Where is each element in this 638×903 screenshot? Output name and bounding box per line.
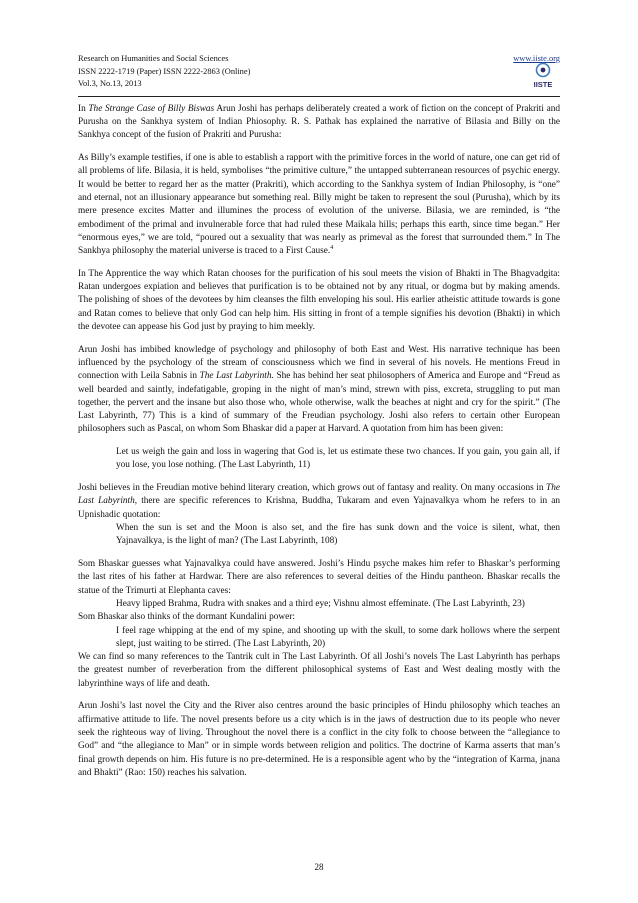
text-run: Som Bhaskar guesses what Yajnavalkya could have answered. Joshi’s Hindu psyche makes him refer to Bhaskar’s performing the last rites of his father at Hardwar. There are also references to several deities of the Hindu pantheon. Bhaskar recalls the statue of the Trimurti at Elephanta caves: (78, 559, 560, 596)
text-run: In The Apprentice the way which Ratan chooses for the purification of his soul meets the vision of Bhakti in The Bhagvadgita: Ratan undergoes expiation and believes that purification is to be obtained not by any ritual, or dogma but by making amends. The polishing of shoes of the devotees by him cleanses the filth enveloping his soul. His earlier atheistic attitude towards is gone and Ratan comes to believe that only God can help him. His sitting in front of a temple signifies his devotion (Bhakti) in which the devotee can appease his God just by praying to him meekly. (78, 268, 560, 333)
journal-url-link[interactable]: www.iiste.org (513, 54, 560, 63)
text-run: Joshi believes in the Freudian motive behind literary creation, which grows out of fantasy and reality. On many occasions in (78, 483, 547, 494)
text-run: When the sun is set and the Moon is also set, and the fire has sunk down and the voice is silent, what, then Yajnavalkya, is the light of man? (The Last Labyrinth, 108) (116, 523, 560, 547)
text-run: Arun Joshi has perhaps deliberately created a work of fiction on the concept of Prakriti and Purusha on the Sankhya system of Indian Phiosophy. R. S. Pathak has explained the narrative of Bilasia and Billy on the Sankhya concept of the fusion of Prakriti and Purusha: (78, 103, 560, 141)
body-paragraph (78, 344, 560, 437)
text-run: We can find so many references to the Tantrik cult in The Last Labyrinth. Of all Joshi’s novels The Last Labyrinth has perhaps the greatest number of reverberation from the different philosophical systems of East and West dealing mostly with the labyrinthine ways of life and death. (78, 652, 560, 689)
text-run: In (78, 103, 89, 114)
journal-header (78, 53, 560, 91)
page-number: 28 (314, 862, 324, 872)
header-rule (78, 96, 560, 97)
body-paragraph (78, 152, 560, 258)
block-quote (78, 446, 560, 473)
journal-issn: ISSN 2222-1719 (Paper) ISSN 2222-2863 (Online) (78, 66, 251, 76)
body-paragraph (78, 103, 560, 143)
italic-title: The Last Labyrinth (78, 483, 560, 507)
body-paragraph (78, 611, 560, 624)
footnote-reference: 4 (330, 245, 334, 252)
text-run: Arun Joshi’s last novel the City and the River also centres around the basic principles of Hindu philosophy which teaches an affirmative attitude to life. The novel presents before us a city which is in the jaws of destruction due to its people who never seek the righteous way of living. Throughout the novel there is a conflict in the city folk to choose between the “allegiance to God” and “the allegiance to Man” or in simple words between religion and politics. The doctrine of Karma asserts that man’s final growth depends on him. His future is no pre-determined. He is a responsible agent who by the “integration of Karma, jnana and Bhakti” (Rao: 150) reaches his salvation. (78, 701, 560, 778)
italic-title: The Strange Case of Billy Biswas (88, 103, 215, 114)
body-paragraph (78, 558, 560, 598)
block-quote (78, 625, 560, 652)
block-quote (78, 522, 560, 549)
text-run: Heavy lipped Brahma, Rudra with snakes and a third eye; Vishnu almost effeminate. (The Last Labyrinth, 23) (116, 598, 525, 609)
article-body (78, 103, 560, 780)
body-paragraph (78, 482, 560, 522)
text-run: , there are specific references to Krishna, Buddha, Tukaram and even Yajnavalkya whom he refers to in an Upnishadic quotation: (78, 496, 560, 520)
block-quote (78, 598, 560, 611)
body-paragraph (78, 268, 560, 334)
text-run: Arun Joshi has imbibed knowledge of psychology and philosophy of both East and West. His narrative technique has been influenced by the psychology of the stream of consciousness which we find in several of his novels. He mentions Freud in connection with Leila Sabnis in (78, 344, 560, 382)
body-paragraph (78, 700, 560, 780)
text-run: Som Bhaskar also thinks of the dormant Kundalini power: (78, 612, 295, 623)
logo-text: IISTE (533, 80, 553, 89)
body-paragraph (78, 651, 560, 691)
text-run: Let us weigh the gain and loss in wagering that God is, let us estimate these two chances. If you gain, you gain all, if you lose, you lose nothing. (The Last Labyrinth, 11) (116, 447, 560, 471)
italic-title: The Last Labyrinth. (199, 371, 274, 382)
text-run: As Billy’s example testifies, if one is able to establish a rapport with the primitive forces in the world of nature, one can get rid of all problems of life. Bilasia, it is held, symbolises “the primitive culture,” the untapped subterranean resources of psychic energy. It would be better to regard her as the matter (Prakriti), which according to the Sankhya system of Indian Philosophy, is “one” and eternal, not an illusionary appearance but something real. Billy might be taken to represent the soul (Purusha), which by its mere presence excites Matter and illumines the process of evolution of the universe. Bilasia, we are reminded, is “the embodiment of the primal and invulnerable force that had ruled these Maikala hills; perhaps this earth, since time began.” Her “enormous eyes,” we are told, “poured out a sexuality that was nearly as primeval as the forest that surrounded them.” In The Sankhya philosophy the material universe is traced to a First Cause. (78, 153, 560, 257)
journal-volume: Vol.3, No.13, 2013 (78, 79, 142, 89)
text-run: I feel rage whipping at the end of my spine, and shooting up with the skull, to some dark hollows where the serpent slept, just waiting to be stirred. (The Last Labyrinth, 20) (116, 625, 560, 649)
text-run: She has behind her seat philosophers of America and Europe and “Freud as well bearded and saintly, indefatigable, groping in the night of man’s mind, strewn with piss, excreta, struggling to put man together, the pervert and the insane but also those who, whole otherwise, walk the beaches at night and cry for the spirit.” (The Last Labyrinth, 77) This is a kind of summary of the Freudian psychology. Joshi also refers to certain other European philosophers such as Pascal, on whom Som Bhaskar did a paper at Harvard. A quotation from him has been given: (78, 371, 560, 435)
journal-name: Research on Humanities and Social Sciences (78, 54, 229, 63)
iiste-logo (528, 62, 558, 90)
